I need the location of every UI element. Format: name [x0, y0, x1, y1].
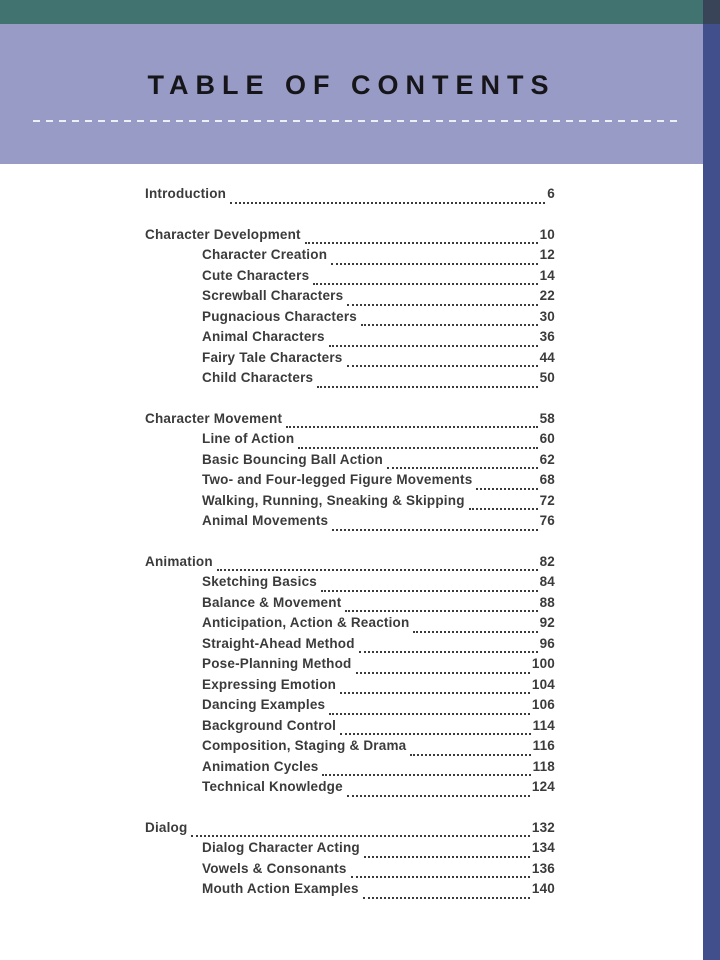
toc-subentry	[145, 329, 555, 350]
toc-subentry	[145, 247, 555, 268]
toc-page-number: 58	[539, 410, 555, 426]
toc-subentry	[145, 472, 555, 493]
toc-section	[145, 186, 555, 207]
toc-page-number: 104	[531, 676, 555, 692]
toc-entry-label: Dancing Examples	[202, 697, 326, 712]
dotted-leader	[230, 202, 545, 204]
dotted-leader	[322, 774, 530, 776]
toc-entry-label: Expressing Emotion	[202, 676, 337, 692]
dotted-leader	[363, 897, 530, 899]
toc-entry	[145, 227, 555, 248]
top-teal-band	[0, 0, 703, 24]
dotted-leader	[413, 631, 537, 633]
toc-entry-label: Mouth Action Examples	[202, 881, 359, 896]
toc-section	[145, 554, 555, 800]
toc-subentry	[145, 840, 555, 861]
toc-subentry	[145, 779, 555, 800]
toc-page-number: 44	[539, 349, 555, 365]
toc-entry-label: Sketching Basics	[202, 574, 317, 589]
toc-subentry	[145, 452, 555, 473]
toc-entry	[145, 186, 555, 207]
toc-entry-label: Fairy Tale Characters	[202, 349, 343, 365]
toc-entry-label: Two- and Four-legged Figure Movements	[202, 472, 473, 487]
toc-section	[145, 820, 555, 902]
dotted-leader	[347, 304, 537, 306]
toc-page-number: 114	[532, 717, 555, 733]
toc-subentry	[145, 574, 555, 595]
dotted-leader	[359, 651, 538, 653]
toc-entry-label: Line of Action	[202, 431, 295, 446]
toc-entry-label: Cute Characters	[202, 267, 310, 283]
toc-section	[145, 411, 555, 534]
toc-entry-label: Screwball Characters	[202, 288, 344, 303]
toc-subentry	[145, 677, 555, 698]
toc-entry-label: Straight-Ahead Method	[202, 635, 355, 651]
toc-entry-label: Dialog	[145, 819, 188, 835]
dotted-leader	[298, 447, 537, 449]
dotted-leader	[332, 529, 537, 531]
toc-page-number: 68	[539, 472, 555, 487]
dotted-leader	[329, 345, 538, 347]
right-edge-strip-top	[703, 0, 720, 24]
toc-entry-label: Character Movement	[145, 410, 283, 426]
dotted-leader	[331, 263, 537, 265]
dotted-leader	[321, 590, 538, 592]
toc-subentry	[145, 513, 555, 534]
toc-subentry	[145, 288, 555, 309]
toc-subentry	[145, 493, 555, 514]
toc-subentry	[145, 431, 555, 452]
toc-page-number: 72	[539, 492, 555, 508]
toc-page-number: 60	[539, 431, 555, 446]
toc-page-number: 6	[547, 186, 555, 201]
dotted-leader	[340, 733, 531, 735]
toc-page-number: 140	[531, 881, 555, 896]
toc-page-number: 50	[539, 370, 555, 385]
toc-page-number: 62	[539, 451, 555, 467]
dotted-leader	[347, 795, 530, 797]
toc-page-number: 96	[539, 635, 555, 651]
toc-page-number: 76	[539, 513, 555, 528]
dotted-leader	[345, 610, 537, 612]
dotted-leader	[305, 242, 538, 244]
toc-subentry	[145, 370, 555, 391]
toc-entry-label: Composition, Staging & Drama	[202, 738, 407, 753]
toc-subentry	[145, 615, 555, 636]
toc-subentry	[145, 881, 555, 902]
right-edge-strip	[703, 0, 720, 960]
toc-entry-label: Character Development	[145, 226, 301, 242]
toc-page-number: 106	[531, 697, 555, 712]
toc-entry-label: Character Creation	[202, 247, 328, 262]
toc-page-number: 84	[539, 574, 555, 589]
toc-page-number: 92	[539, 615, 555, 630]
toc-entry-label: Animal Movements	[202, 513, 329, 528]
toc-entry-label: Walking, Running, Sneaking & Skipping	[202, 492, 465, 508]
toc-entry-label: Basic Bouncing Ball Action	[202, 451, 383, 467]
toc-entry-label: Animal Characters	[202, 329, 325, 344]
toc-entry-label: Balance & Movement	[202, 594, 342, 610]
toc-subentry	[145, 268, 555, 289]
toc-header-band	[0, 24, 703, 164]
toc-page-number: 134	[531, 840, 555, 855]
toc-entry	[145, 554, 555, 575]
toc-page-number: 14	[539, 267, 555, 283]
toc-page-number: 88	[539, 594, 555, 610]
dotted-leader	[340, 692, 530, 694]
toc-page-number: 36	[539, 329, 555, 344]
table-of-contents	[145, 164, 555, 922]
page-title: TABLE OF CONTENTS	[147, 70, 556, 100]
toc-subentry	[145, 759, 555, 780]
dotted-leader	[347, 365, 538, 367]
toc-page-number: 22	[539, 288, 555, 303]
dotted-leader	[361, 324, 538, 326]
toc-page-number: 12	[539, 247, 555, 262]
toc-entry-label: Pose-Planning Method	[202, 656, 352, 671]
toc-subentry	[145, 861, 555, 882]
toc-page-number: 10	[539, 226, 555, 242]
toc-subentry	[145, 697, 555, 718]
toc-subentry	[145, 656, 555, 677]
toc-entry-label: Vowels & Consonants	[202, 860, 347, 876]
dotted-leader	[313, 283, 537, 285]
toc-entry-label: Pugnacious Characters	[202, 308, 358, 324]
dotted-leader	[476, 488, 537, 490]
dotted-leader	[317, 386, 537, 388]
dotted-leader	[469, 508, 538, 510]
toc-subentry	[145, 350, 555, 371]
toc-entry-label: Animation	[145, 553, 213, 569]
dotted-leader	[191, 835, 529, 837]
toc-page-number: 136	[531, 860, 555, 876]
dotted-leader	[217, 569, 538, 571]
toc-entry-label: Introduction	[145, 186, 227, 201]
toc-entry	[145, 820, 555, 841]
toc-subentry	[145, 636, 555, 657]
toc-page-number: 100	[531, 656, 555, 671]
toc-subentry	[145, 718, 555, 739]
toc-page-number: 30	[539, 308, 555, 324]
toc-page-number: 118	[532, 758, 555, 774]
toc-subentry	[145, 738, 555, 759]
toc-entry-label: Background Control	[202, 717, 337, 733]
toc-entry-label: Technical Knowledge	[202, 779, 343, 794]
dotted-leader	[286, 426, 537, 428]
dotted-leader	[329, 713, 530, 715]
toc-entry-label: Animation Cycles	[202, 758, 319, 774]
dashed-divider	[33, 120, 677, 122]
toc-entry-label: Dialog Character Acting	[202, 840, 360, 855]
toc-subentry	[145, 309, 555, 330]
toc-page-number: 82	[539, 553, 555, 569]
toc-page-number: 132	[531, 819, 555, 835]
dotted-leader	[351, 876, 530, 878]
toc-section	[145, 227, 555, 391]
dotted-leader	[364, 856, 530, 858]
dotted-leader	[410, 754, 530, 756]
dotted-leader	[387, 467, 538, 469]
toc-subentry	[145, 595, 555, 616]
toc-entry	[145, 411, 555, 432]
toc-entry-label: Child Characters	[202, 370, 314, 385]
toc-entry-label: Anticipation, Action & Reaction	[202, 615, 410, 630]
dotted-leader	[356, 672, 530, 674]
toc-page-number: 116	[532, 738, 555, 753]
toc-page-number: 124	[531, 779, 555, 794]
